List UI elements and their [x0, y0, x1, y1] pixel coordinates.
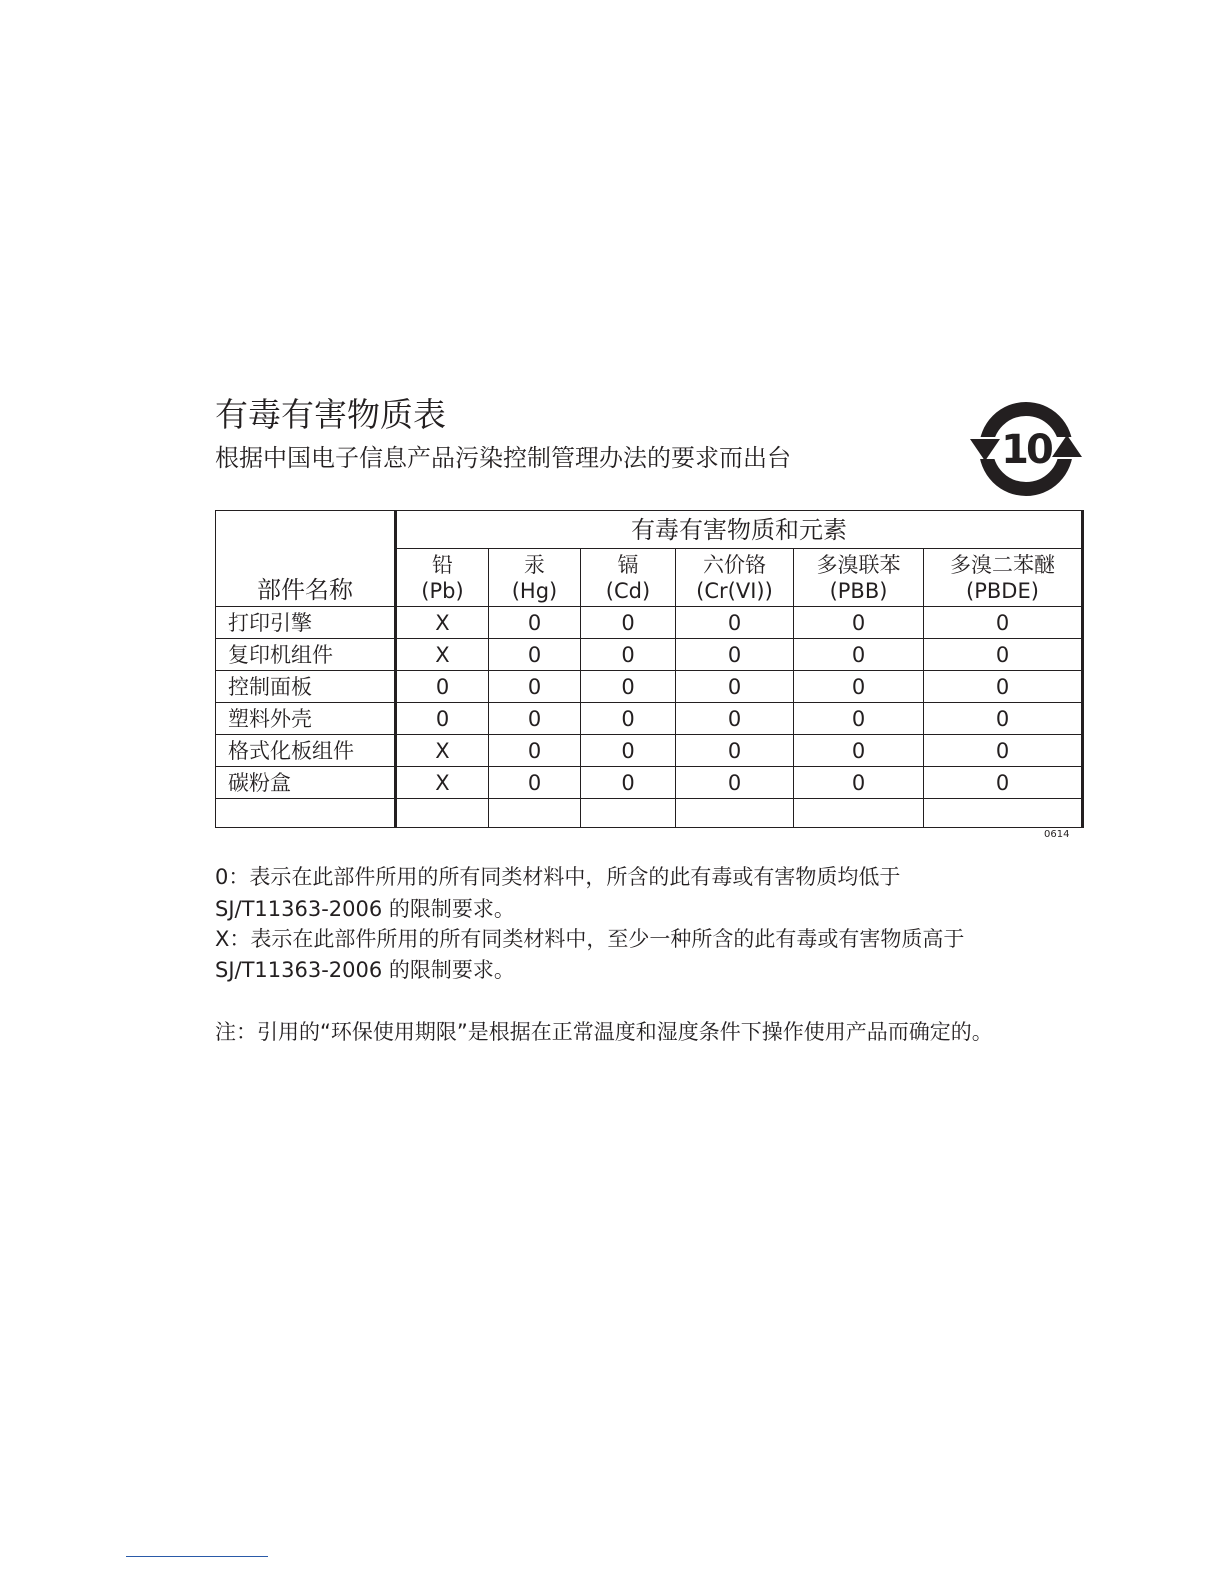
substance-value-cell: 0 [581, 639, 676, 671]
substance-value-cell: 0 [794, 767, 924, 799]
substance-value-cell: 0 [581, 703, 676, 735]
empty-cell [794, 799, 924, 828]
part-name-cell: 控制面板 [216, 671, 396, 703]
part-name-header: 部件名称 [216, 511, 396, 607]
substance-value-cell: 0 [924, 735, 1083, 767]
substance-value-cell: 0 [489, 735, 581, 767]
empty-cell [396, 799, 489, 828]
element-header: 铅 (Pb) [396, 549, 489, 607]
table-row [216, 607, 1083, 639]
note-remark: 注：引用的“环保使用期限”是根据在正常温度和湿度条件下操作使用产品而确定的。 [215, 1020, 993, 1044]
note-zero-line-1: 0：表示在此部件所用的所有同类材料中，所含的此有毒或有害物质均低于 [215, 865, 901, 889]
element-header: 镉 (Cd) [581, 549, 676, 607]
substance-value-cell: 0 [676, 671, 794, 703]
substance-value-cell: 0 [581, 671, 676, 703]
element-header: 六价铬 (Cr(VI)) [676, 549, 794, 607]
substance-value-cell: 0 [794, 735, 924, 767]
table-row [216, 639, 1083, 671]
document-title: 有毒有害物质表 [215, 395, 446, 434]
substance-value-cell: X [396, 639, 489, 671]
substance-value-cell: 0 [794, 671, 924, 703]
substance-value-cell: 0 [489, 703, 581, 735]
part-name-cell: 碳粉盒 [216, 767, 396, 799]
hazardous-substances-table [215, 510, 1084, 828]
substance-value-cell: 0 [794, 639, 924, 671]
table-row [216, 767, 1083, 799]
epup-10-recycling-icon [968, 397, 1084, 501]
substance-value-cell: 0 [581, 767, 676, 799]
empty-cell [924, 799, 1083, 828]
substance-value-cell: 0 [924, 639, 1083, 671]
substance-value-cell: 0 [676, 767, 794, 799]
form-code: 0614 [1044, 829, 1070, 840]
substance-value-cell: 0 [676, 639, 794, 671]
substance-value-cell: 0 [794, 607, 924, 639]
part-name-cell: 打印引擎 [216, 607, 396, 639]
empty-cell [581, 799, 676, 828]
table-row [216, 703, 1083, 735]
substance-value-cell: 0 [676, 607, 794, 639]
substance-value-cell: 0 [924, 703, 1083, 735]
table-row-empty [216, 799, 1083, 828]
substance-value-cell: 0 [489, 767, 581, 799]
substance-value-cell: 0 [396, 671, 489, 703]
substance-value-cell: X [396, 735, 489, 767]
note-zero-line-2: SJ/T11363-2006 的限制要求。 [215, 897, 515, 921]
group-header: 有毒有害物质和元素 [396, 511, 1083, 549]
logo-number: 10 [1001, 427, 1051, 473]
element-header: 多溴联苯 (PBB) [794, 549, 924, 607]
substance-value-cell: 0 [489, 639, 581, 671]
substance-value-cell: 0 [794, 703, 924, 735]
table-row [216, 735, 1083, 767]
substance-value-cell: X [396, 607, 489, 639]
substance-value-cell: 0 [489, 607, 581, 639]
substance-value-cell: X [396, 767, 489, 799]
part-name-cell: 塑料外壳 [216, 703, 396, 735]
substance-value-cell: 0 [396, 703, 489, 735]
substance-value-cell: 0 [676, 703, 794, 735]
substance-value-cell: 0 [924, 767, 1083, 799]
note-x-line-2: SJ/T11363-2006 的限制要求。 [215, 958, 515, 982]
table-row [216, 671, 1083, 703]
document-subtitle: 根据中国电子信息产品污染控制管理办法的要求而出台 [215, 444, 791, 472]
substance-value-cell: 0 [924, 607, 1083, 639]
substance-value-cell: 0 [676, 735, 794, 767]
empty-cell [676, 799, 794, 828]
substance-value-cell: 0 [924, 671, 1083, 703]
part-name-cell: 格式化板组件 [216, 735, 396, 767]
substance-value-cell: 0 [581, 735, 676, 767]
element-header: 多溴二苯醚 (PBDE) [924, 549, 1083, 607]
substance-value-cell: 0 [489, 671, 581, 703]
footer-rule [126, 1556, 268, 1557]
empty-cell [489, 799, 581, 828]
part-name-cell: 复印机组件 [216, 639, 396, 671]
substance-value-cell: 0 [581, 607, 676, 639]
empty-cell [216, 799, 396, 828]
note-x-line-1: X：表示在此部件所用的所有同类材料中，至少一种所含的此有毒或有害物质高于 [215, 927, 965, 951]
element-header: 汞 (Hg) [489, 549, 581, 607]
